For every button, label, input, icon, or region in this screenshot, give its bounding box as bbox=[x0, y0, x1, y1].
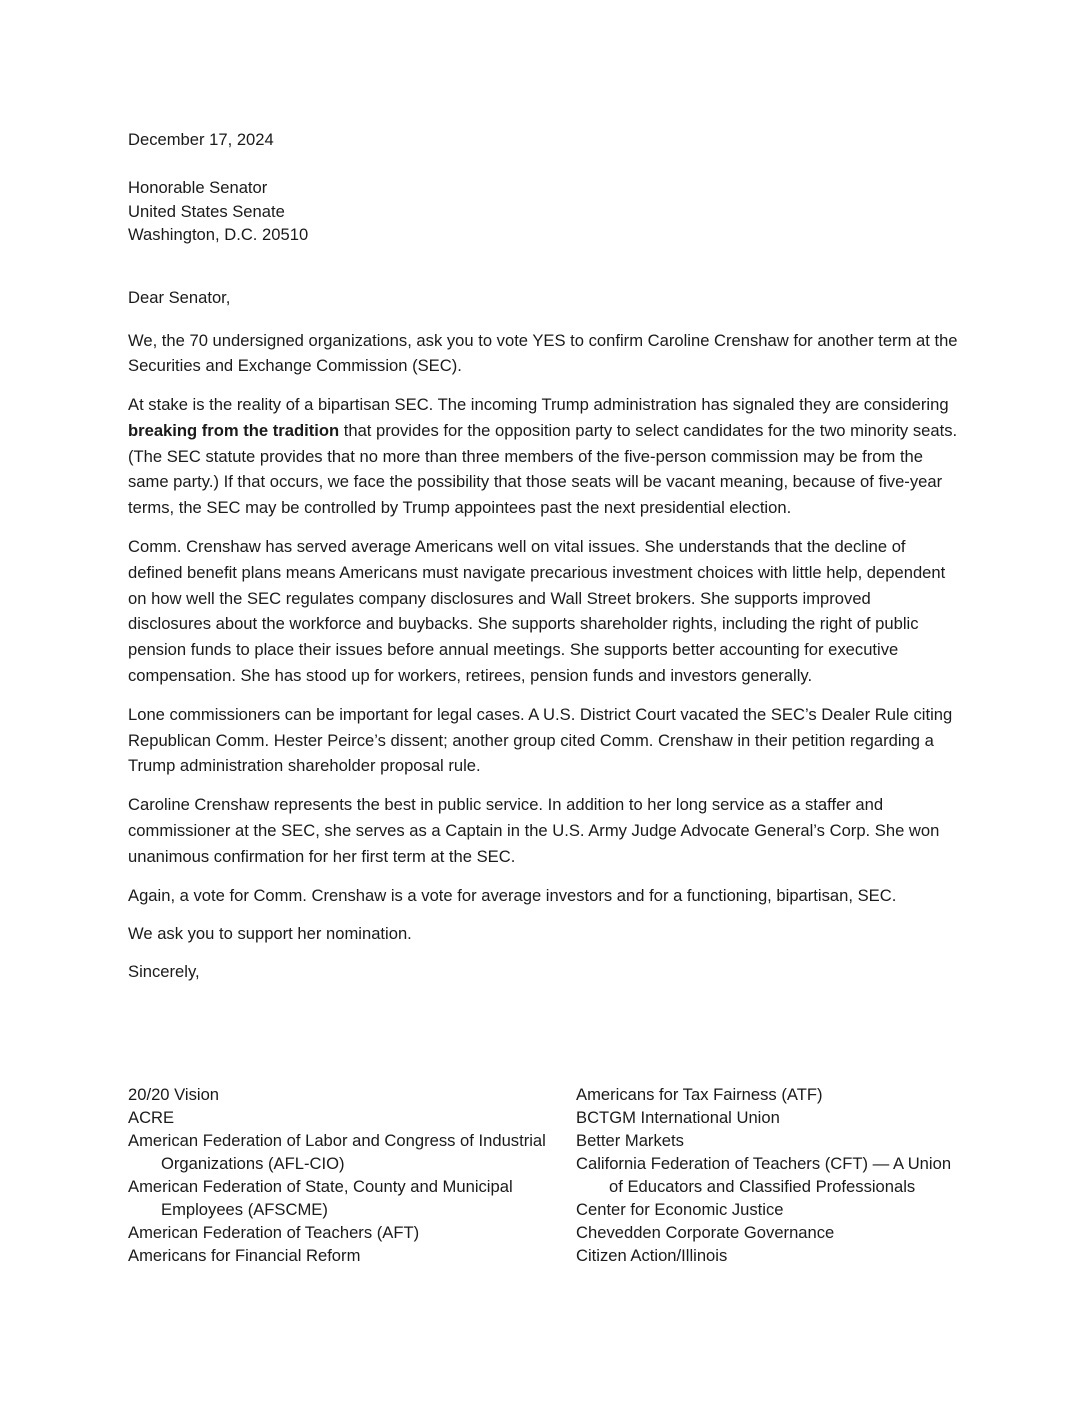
signatory-item: Americans for Tax Fairness (ATF) bbox=[576, 1085, 823, 1104]
salutation: Dear Senator, bbox=[128, 287, 231, 307]
signatory-column-right bbox=[576, 1083, 968, 1267]
signatory-item: 20/20 Vision bbox=[128, 1085, 220, 1104]
signatory-list bbox=[128, 1083, 968, 1267]
letter-body bbox=[128, 128, 958, 984]
recipient-address bbox=[128, 176, 958, 247]
address-line: United States Senate bbox=[128, 201, 285, 221]
letter-date: December 17, 2024 bbox=[128, 130, 274, 149]
signatory-column-left bbox=[128, 1083, 576, 1267]
signatory-item: Center for Economic Justice bbox=[576, 1200, 784, 1219]
signatory-item: BCTGM International Union bbox=[576, 1108, 780, 1127]
signatory-item: ACRE bbox=[128, 1108, 175, 1127]
signatory-item: California Federation of Teachers (CFT) — A Union of Educators and Classified Professionals bbox=[576, 1154, 952, 1196]
paragraph-text: that provides for the opposition party to select candidates for the two minority seats. (The SEC statute provides that no more than three members of the five-person commission may be from the same party.) If that occurs, we face the possibility that those seats will be vacant meaning, because of five-year terms, the SEC may be controlled by Trump appointees past the next presidential election. bbox=[128, 420, 958, 518]
paragraph-request: We, the 70 undersigned organizations, ask you to vote YES to confirm Caroline Crenshaw for another term at the Securities and Exchange Commission (SEC). bbox=[128, 330, 958, 376]
address-line: Honorable Senator bbox=[128, 178, 268, 197]
signatory-item: Citizen Action/Illinois bbox=[576, 1246, 728, 1265]
paragraph-bipartisan bbox=[128, 392, 958, 521]
emphasized-phrase: breaking from the tradition bbox=[128, 420, 340, 440]
signatory-item: American Federation of Labor and Congress of Industrial Organizations (AFL-CIO) bbox=[128, 1131, 546, 1173]
signatory-item: American Federation of State, County and Municipal Employees (AFSCME) bbox=[128, 1177, 513, 1219]
signatory-item: American Federation of Teachers (AFT) bbox=[128, 1223, 420, 1242]
signatory-item: Americans for Financial Reform bbox=[128, 1246, 361, 1265]
paragraph-legal-cases: Lone commissioners can be important for legal cases. A U.S. District Court vacated the SEC’s Dealer Rule citing Republican Comm. Hester Peirce’s dissent; another group cited Comm. Crenshaw in their petition regarding a Trump administration shareholder proposal rule. bbox=[128, 704, 953, 776]
paragraph-support: We ask you to support her nomination. bbox=[128, 924, 412, 944]
address-line: Washington, D.C. 20510 bbox=[128, 225, 309, 244]
closing: Sincerely, bbox=[128, 962, 200, 982]
signatory-item: Chevedden Corporate Governance bbox=[576, 1223, 835, 1242]
signatory-item: Better Markets bbox=[576, 1131, 684, 1150]
paragraph-vote: Again, a vote for Comm. Crenshaw is a vote for average investors and for a functioning, bipartisan, SEC. bbox=[128, 885, 897, 905]
paragraph-public-service: Caroline Crenshaw represents the best in public service. In addition to her long service as a staffer and commissioner at the SEC, she serves as a Captain in the U.S. Army Judge Advocate General’s Corp. She won unanimous confirmation for her first term at the SEC. bbox=[128, 795, 940, 866]
paragraph-text: At stake is the reality of a bipartisan SEC. The incoming Trump administration has signaled they are considering bbox=[128, 395, 949, 415]
paragraph-record: Comm. Crenshaw has served average Americans well on vital issues. She understands that the decline of defined benefit plans means Americans must navigate precarious investment choices with little help, dependent on how well the SEC regulates company disclosures and Wall Street brokers. She supports improved disclosures about the workforce and buybacks. She supports shareholder rights, including the right of public pension funds to place their issues before annual meetings. She supports better accounting for executive compensation. She has stood up for workers, retirees, pension funds and investors generally. bbox=[128, 537, 946, 686]
